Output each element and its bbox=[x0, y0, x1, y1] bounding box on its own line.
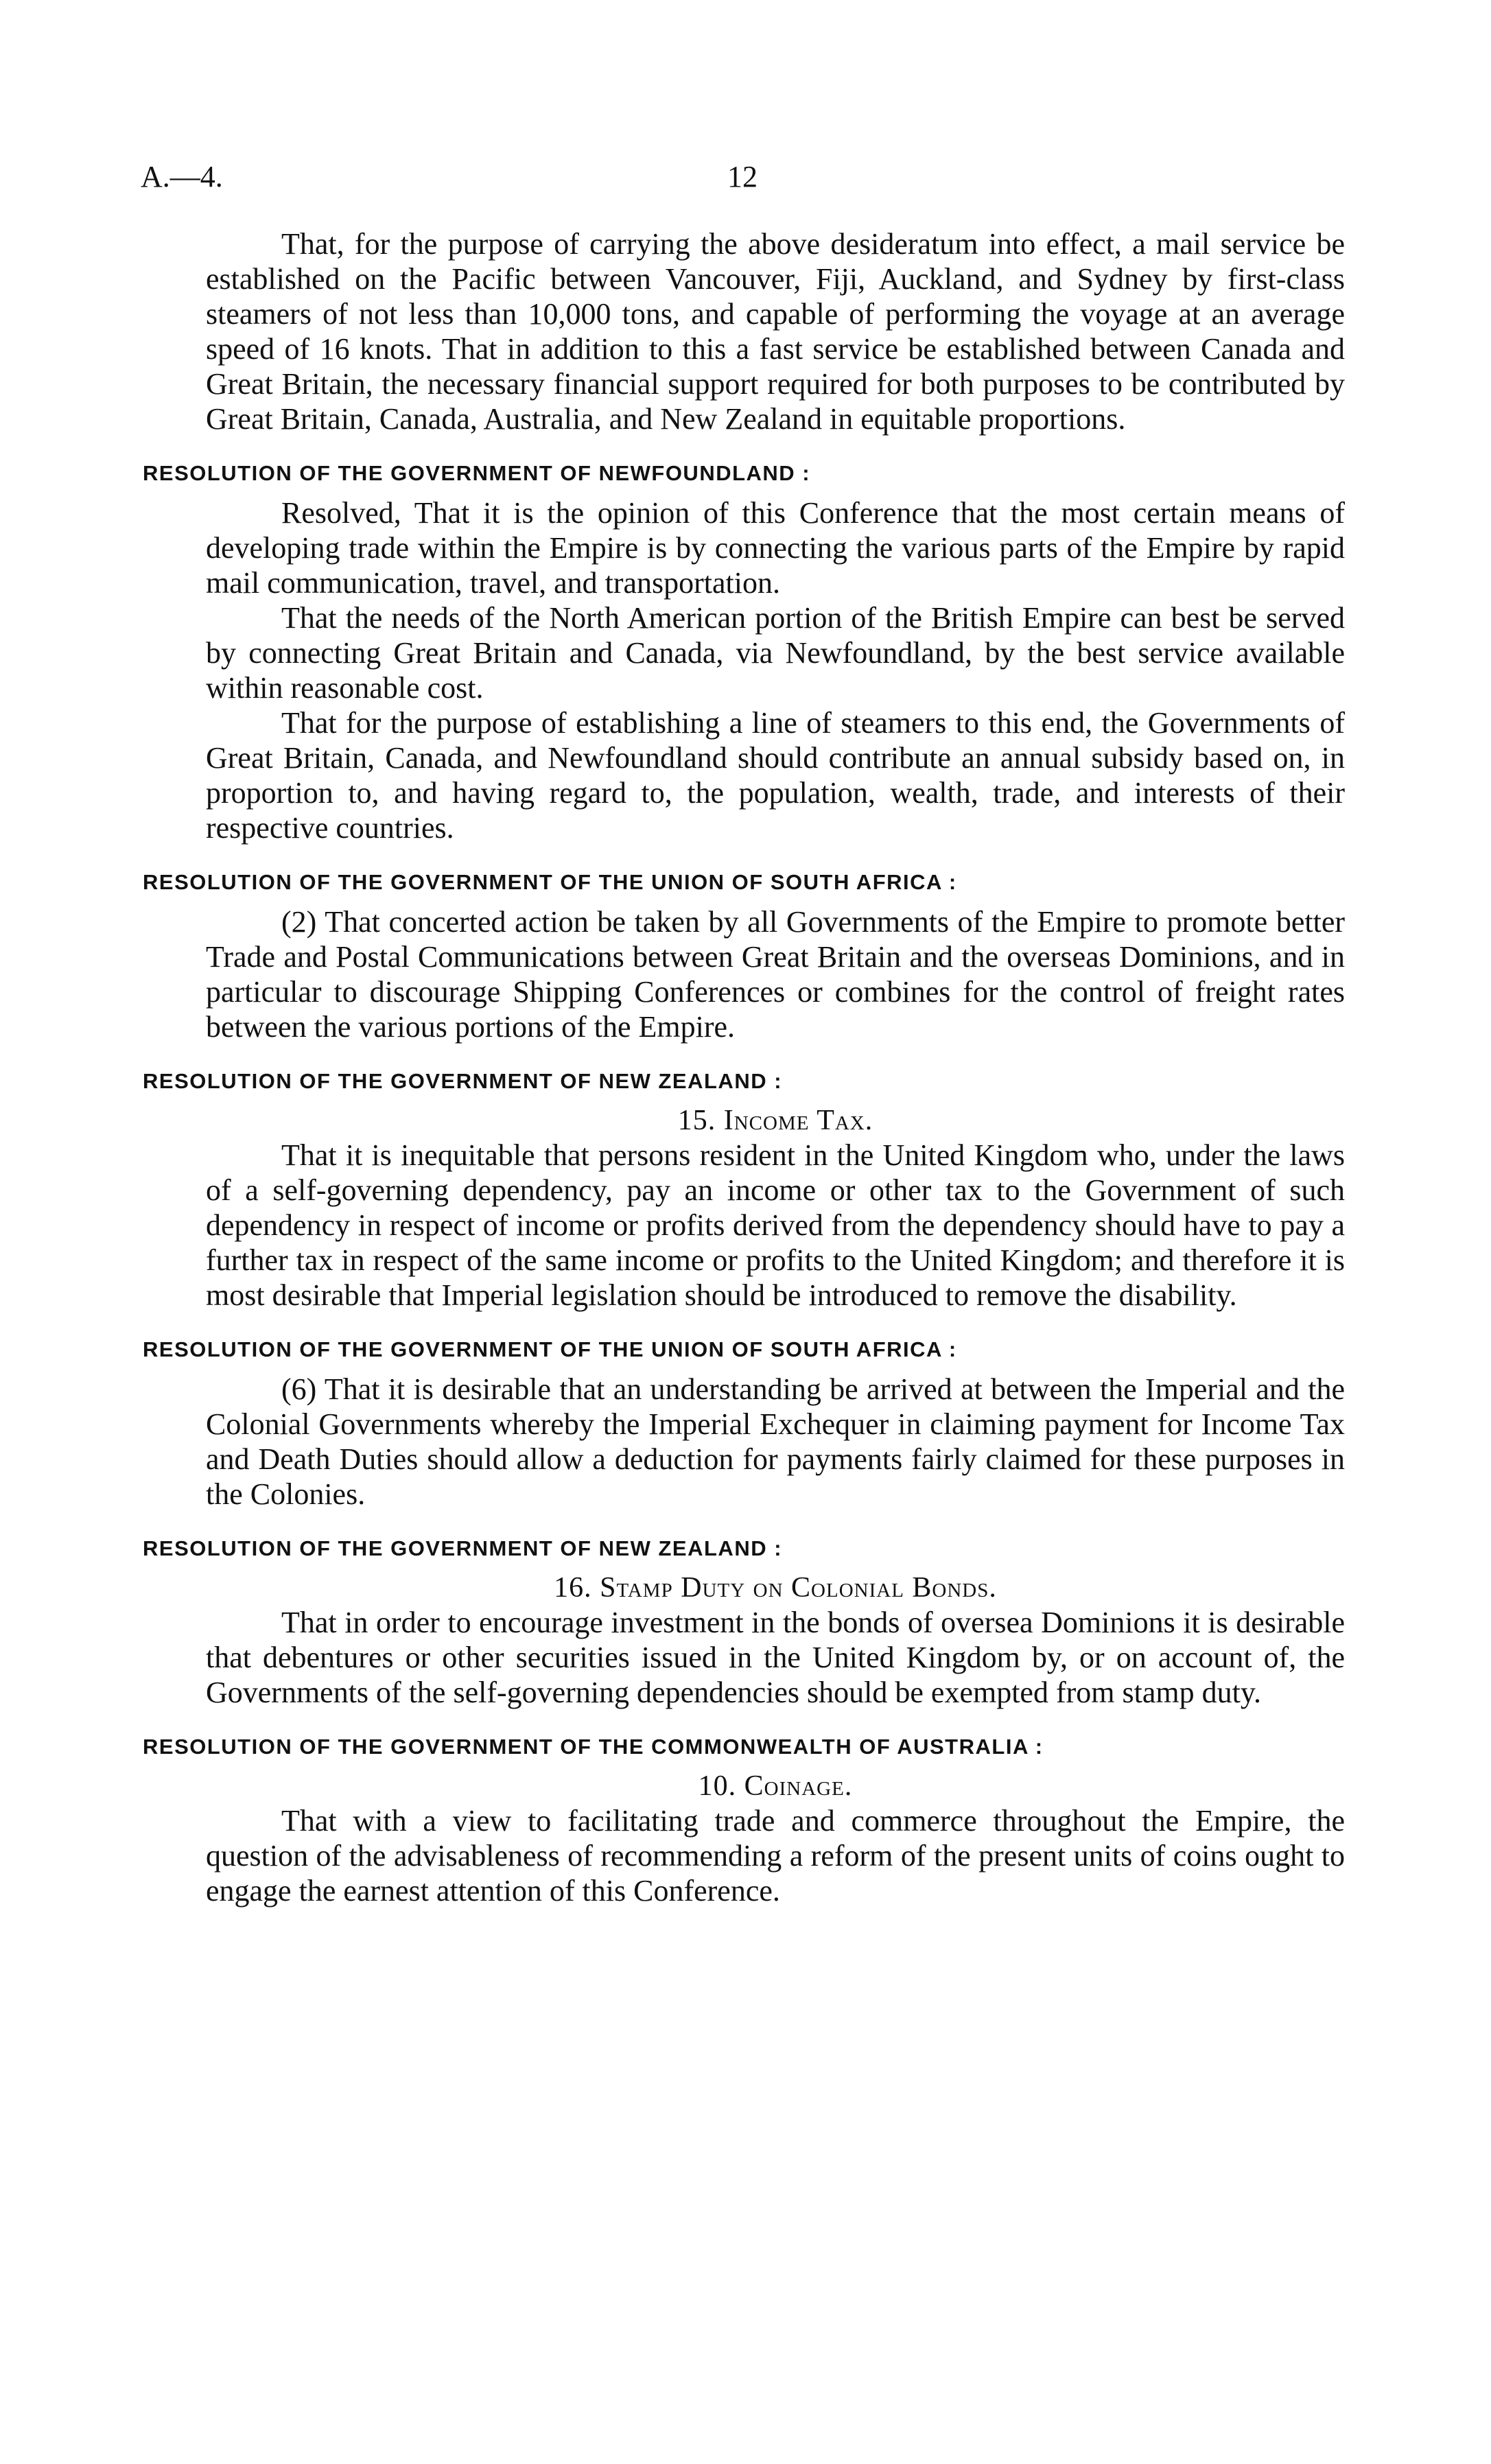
resolution-heading: RESOLUTION OF THE GOVERNMENT OF THE UNION OF SOUTH AFRICA : bbox=[143, 1337, 957, 1361]
section-title: 15. Income Tax. bbox=[677, 1105, 873, 1136]
paragraph: Resolved, That it is the opinion of this Conference that the most certain means of developing trade within the Empire is by connecting the various parts of the Empire by rapid mail communication, travel, and transportation. bbox=[206, 496, 1345, 600]
page-number: 12 bbox=[727, 160, 758, 193]
page-header bbox=[141, 159, 1362, 200]
paragraph: That for the purpose of establishing a line of steamers to this end, the Governments of Great Britain, Canada, and Newfoundland should contribute an annual subsidy based on, in proportion to, and having regard to, the population, wealth, trade, and interests of their respective countries. bbox=[206, 706, 1345, 845]
resolution-heading: RESOLUTION OF THE GOVERNMENT OF THE COMMONWEALTH OF AUSTRALIA : bbox=[143, 1735, 1044, 1759]
paragraph: That in order to encourage investment in the bonds of oversea Dominions it is desirable that debentures or other securities issued in the United Kingdom by, or on account of, the Governments of the self-governing dependencies should be exempted from stamp duty. bbox=[206, 1606, 1345, 1709]
resolution-heading: RESOLUTION OF THE GOVERNMENT OF THE UNION OF SOUTH AFRICA : bbox=[143, 870, 957, 894]
document-body bbox=[143, 226, 1345, 1908]
paragraph: That with a view to facilitating trade and commerce throughout the Empire, the question of the advisableness of recommending a reform of the present units of coins ought to engage the earnest attention of this Conference. bbox=[206, 1804, 1345, 1908]
document-reference: A.—4. bbox=[141, 160, 223, 193]
paragraph: That, for the purpose of carrying the above desideratum into effect, a mail service be established on the Pacific between Vancouver, Fiji, Auckland, and Sydney by first-class steamers of not less than 10,000 tons, and capable of performing the voyage at an average speed of 16 knots. That in addition to this a fast service be established between Canada and Great Britain, the necessary financial support required for both purposes to be contributed by Great Britain, Canada, Australia, and New Zealand in equitable proportions. bbox=[206, 227, 1345, 436]
paragraph: That the needs of the North American portion of the British Empire can best be served by connecting Great Britain and Canada, via Newfoundland, by the best service available within reasonable cost. bbox=[206, 601, 1345, 705]
resolution-heading: RESOLUTION OF THE GOVERNMENT OF NEWFOUNDLAND : bbox=[143, 461, 811, 485]
paragraph: (2) That concerted action be taken by all Governments of the Empire to promote better Trade and Postal Communications between Great Britain and the overseas Dominions, and in particular to discourage Shipping Conferences or combines for the control of freight rates between the various portions of the Empire. bbox=[206, 905, 1345, 1044]
resolution-heading: RESOLUTION OF THE GOVERNMENT OF NEW ZEALAND : bbox=[143, 1069, 783, 1093]
section-title: 16. Stamp Duty on Colonial Bonds. bbox=[554, 1572, 997, 1604]
paragraph: (6) That it is desirable that an understanding be arrived at between the Imperial and the Colonial Governments whereby the Imperial Exchequer in claiming payment for Income Tax and Death Duties should allow a deduction for payments fairly claimed for these purposes in the Colonies. bbox=[206, 1372, 1345, 1511]
section-title: 10. Coinage. bbox=[698, 1770, 853, 1802]
resolution-heading: RESOLUTION OF THE GOVERNMENT OF NEW ZEALAND : bbox=[143, 1536, 783, 1560]
paragraph: That it is inequitable that persons resident in the United Kingdom who, under the laws of a self-governing dependency, pay an income or other tax to the Government of such dependency in respect of income or profits derived from the dependency should have to pay a further tax in respect of the same income or profits to the United Kingdom; and therefore it is most desirable that Imperial legislation should be introduced to remove the disability. bbox=[206, 1138, 1345, 1312]
